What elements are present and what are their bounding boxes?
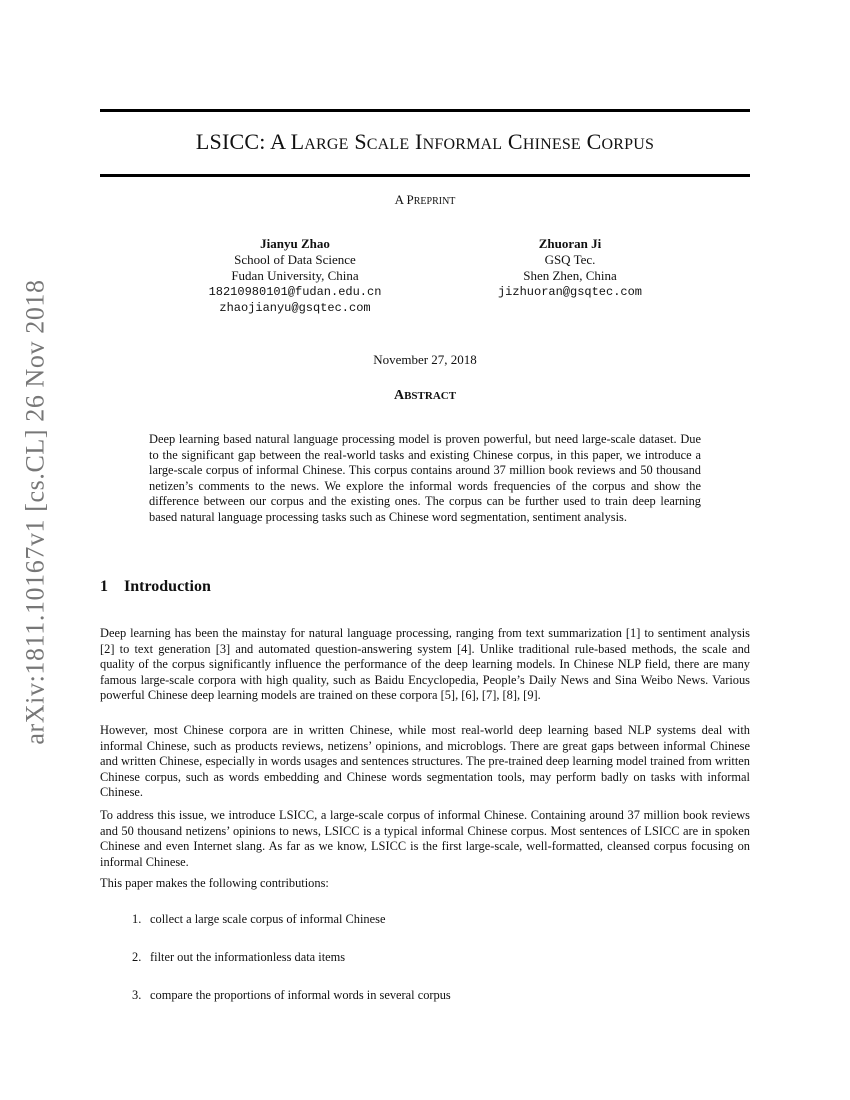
title-part-4: CALE	[366, 136, 410, 153]
list-item-text: compare the proportions of informal words in several corpus	[150, 988, 451, 1002]
list-item-text: filter out the informationless data items	[150, 950, 346, 964]
abstract-text: Deep learning based natural language processing model is proven powerful, but need large-scale dataset. Due to the significant gap between the real-world tasks and existing Chinese corpus, in this paper, we introduce a large-scale corpus of informal Chinese. This corpus contains around 37 million book reviews and 50 thousand netizen’s comments to the news. We explore the informal words frequencies of the corpus and show the difference between our corpus and the existing ones. The corpus can be further used to train deep learning based natural language processing tasks such as Chinese word segmentation, sentiment analysis.	[149, 432, 701, 524]
list-marker: 1.	[132, 912, 142, 926]
title-rule-top	[100, 109, 750, 112]
title-part-10: ORPUS	[601, 136, 655, 153]
abstract-heading-initial: A	[393, 388, 405, 403]
list-marker: 2.	[132, 950, 142, 964]
title-part-9: C	[580, 129, 602, 154]
list-marker: 3.	[132, 988, 142, 1002]
contribution-item-3	[132, 988, 451, 1004]
author-affiliation: GSQ Tec.	[544, 252, 596, 267]
author-block-1	[155, 236, 435, 316]
author-email: jizhuoran@gsqtec.com	[497, 285, 643, 299]
author-email: 18210980101@fudan.edu.cn	[208, 285, 382, 299]
title-part-7: C	[502, 129, 523, 154]
title-part-2: ARGE	[304, 136, 349, 153]
abstract-heading	[100, 388, 750, 404]
intro-paragraph-2: However, most Chinese corpora are in written Chinese, while most real-world deep learning based NLP systems deal with informal Chinese, such as products reviews, netizens’ opinions, and microblogs. There are great gaps between informal Chinese and written Chinese, especially in words usages and sentences structures. The pre-trained deep learning model trained from written Chinese corpus, such as words embedding and Chinese words segmentation tools, may perform badly on tasks with informal Chinese.	[100, 723, 750, 800]
intro-paragraph-1: Deep learning has been the mainstay for natural language processing, ranging from text summarization [1] to sentiment analysis [2] to text generation [3] and automated question-answering system [4]. Unlike traditional rule-based methods, the scale and quality of the corpus significantly influence the performance of the deep learning models. In Chinese NLP field, there are many famous large-scale corpora with high quality, such as Baidu Encyclopedia, People’s Daily News and Sina Weibo News. Various powerful Chinese deep learning models are trained on these corpora [5], [6], [7], [8], [9].	[100, 626, 750, 703]
section-title: Introduction	[124, 578, 211, 595]
title-part-3: S	[348, 129, 367, 154]
author-name: Jianyu Zhao	[260, 236, 330, 251]
title-part-1: LSICC: A L	[195, 129, 305, 154]
title-part-5: I	[409, 129, 423, 154]
author-affiliation: Shen Zhen, China	[523, 268, 617, 283]
title-part-8: HINESE	[522, 136, 581, 153]
arxiv-identifier-stamp	[20, 262, 52, 762]
preprint-part-2: REPRINT	[413, 196, 456, 207]
paper-title	[100, 129, 750, 155]
author-affiliation: Fudan University, China	[231, 268, 359, 283]
arxiv-identifier-text: arXiv:1811.10167v1 [cs.CL] 26 Nov 2018	[21, 279, 51, 745]
paper-date: November 27, 2018	[373, 352, 477, 367]
intro-paragraph-4: This paper makes the following contributions:	[100, 876, 329, 890]
author-block-2	[430, 236, 710, 300]
contribution-item-1	[132, 912, 385, 928]
preprint-label	[100, 192, 750, 208]
preprint-part-1: A P	[394, 192, 414, 207]
contribution-item-2	[132, 950, 345, 966]
title-part-6: NFORMAL	[422, 136, 503, 153]
author-name: Zhuoran Ji	[538, 236, 602, 251]
title-rule-bottom	[100, 174, 750, 177]
author-email: zhaojianyu@gsqtec.com	[219, 301, 371, 315]
intro-paragraph-3: To address this issue, we introduce LSICC, a large-scale corpus of informal Chinese. Containing around 37 million book reviews and 50 thousand netizens’ opinions to news, LSICC is a typical informal Chinese corpus. Most sentences of LSICC are in spoken Chinese and even Internet slang. As far as we know, LSICC is the first large-scale, well-formatted, cleansed corpus focusing on informal Chinese.	[100, 808, 750, 869]
list-item-text: collect a large scale corpus of informal Chinese	[150, 912, 386, 926]
section-number: 1	[100, 578, 108, 595]
author-affiliation: School of Data Science	[234, 252, 356, 267]
section-heading-introduction	[100, 578, 211, 596]
abstract-heading-rest: BSTRACT	[404, 390, 457, 402]
